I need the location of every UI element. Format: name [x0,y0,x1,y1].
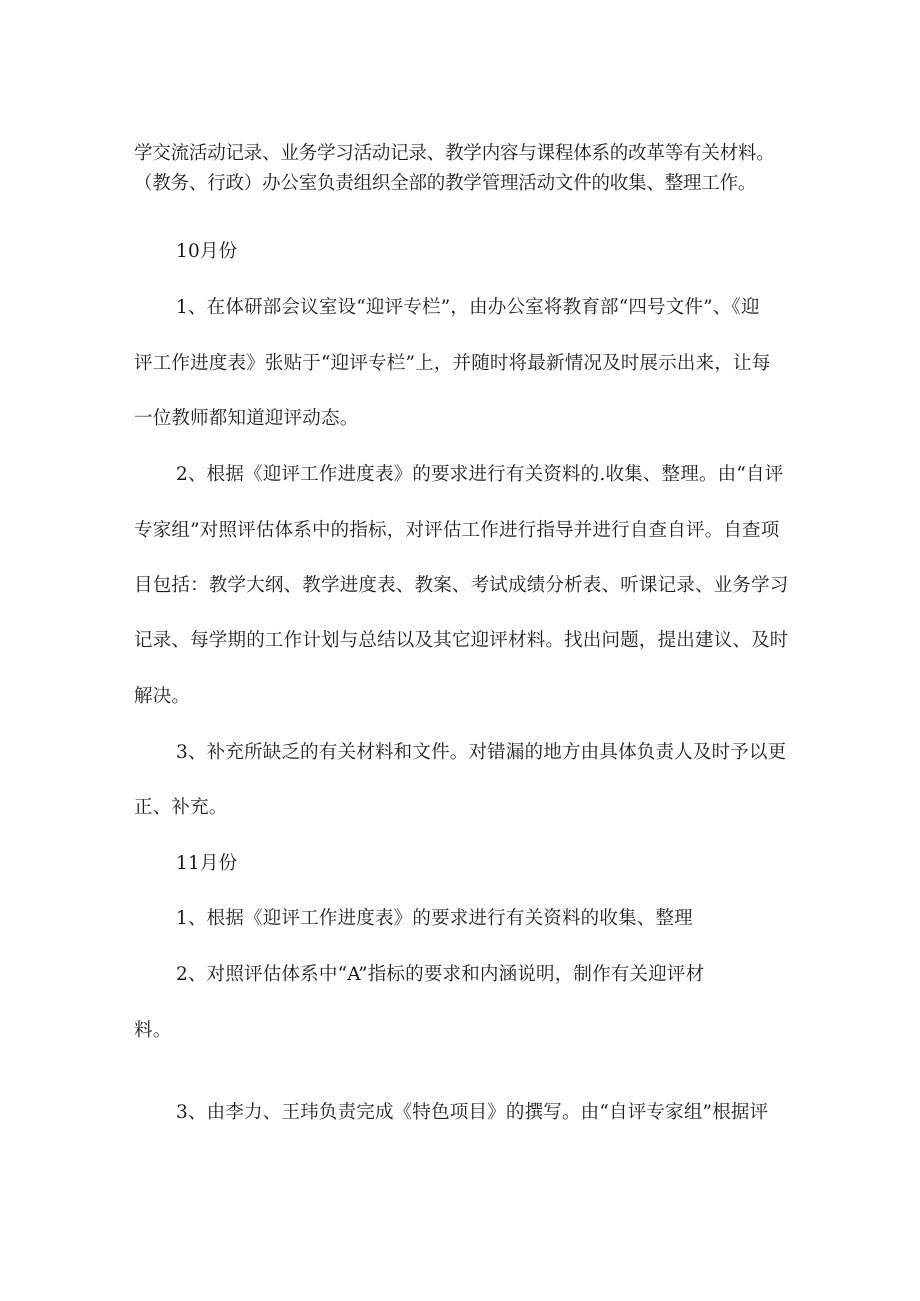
section-heading-november: 11月份 [176,853,238,874]
text-line-18: 3、由李力、王玮负责完成《特色项目》的撰写。由“自评专家组”根据评 [176,1102,769,1123]
text-line-1: 学交流活动记录、业务学习活动记录、教学内容与课程体系的改革等有关材料。 [134,143,775,164]
text-line-13: 正、补充。 [134,797,228,818]
text-line-5: 评工作进度表》张贴于“迎评专栏”上，并随时将最新情况及时展示出来，让每 [134,353,771,374]
text-line-17: 料。 [134,1020,172,1041]
text-line-2: （教务、行政）办公室负责组织全部的教学管理活动文件的收集、整理工作。 [134,173,757,194]
text-line-8: 专家组”对照评估体系中的指标，对评估工作进行指导并进行自查自评。自查项 [134,520,780,541]
text-line-15: 1、根据《迎评工作进度表》的要求进行有关资料的收集、整理 [176,908,693,929]
text-line-12: 3、补充所缺乏的有关材料和文件。对错漏的地方由具体负责人及时予以更 [176,742,787,763]
text-line-10: 记录、每学期的工作计划与总结以及其它迎评材料。找出问题，提出建议、及时 [134,630,789,651]
text-line-6: 一位教师都知道迎评动态。 [134,408,359,429]
text-line-11: 解决。 [134,686,191,707]
text-line-9: 目包括：教学大纲、教学进度表、教案、考试成绩分析表、听课记录、业务学习 [134,575,789,596]
text-line-4: 1、在体研部会议室设“迎评专栏”，由办公室将教育部“四号文件”、《迎 [176,297,760,318]
section-heading-october: 10月份 [176,241,238,262]
text-line-7: 2、根据《迎评工作进度表》的要求进行有关资料的.收集、整理。由“自评 [176,464,784,485]
text-line-16: 2、对照评估体系中“A”指标的要求和内涵说明，制作有关迎评材 [176,964,705,985]
